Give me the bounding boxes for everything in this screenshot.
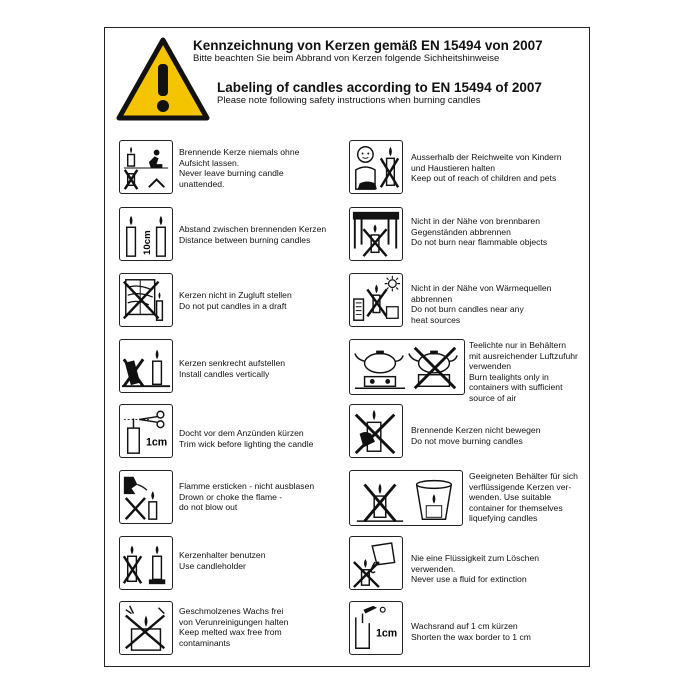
- instruction-text: Kerzenhalter benutzen Use candleholder: [179, 550, 266, 571]
- instruction-text: Docht vor dem Anzünden kürzen Trim wick before lighting the candle: [179, 428, 314, 449]
- flammable-objects-icon: [349, 207, 403, 261]
- heat-sources-icon: [349, 273, 403, 327]
- instruction-text: Wachsrand auf 1 cm kürzen Shorten the wax border to 1 cm: [411, 621, 531, 642]
- wax-border-icon: [349, 601, 403, 655]
- vertical-candles-icon: [119, 339, 173, 393]
- instruction-text: Teelichte nur in Behältern mit ausreichender Luftzufuhr verwenden Burn tealights only in containers with sufficient source of air: [469, 340, 578, 403]
- clean-wax-icon: [119, 601, 173, 655]
- instruction-text: Nie eine Flüssigkeit zum Löschen verwenden. Never use a fluid for extinction: [411, 553, 540, 585]
- instruction-text: Kerzen nicht in Zugluft stellen Do not put candles in a draft: [179, 290, 292, 311]
- instruction-text: Flamme ersticken - nicht ausblasen Drown or choke the flame - do not blow out: [179, 481, 315, 513]
- trim-wick-icon: [119, 404, 173, 458]
- children-pets-icon: [349, 140, 403, 194]
- suitable-container-icon: [349, 470, 463, 526]
- candleholder-icon: [119, 536, 173, 590]
- instruction-text: Nicht in der Nähe von Wärmequellen abbrennen Do not burn candles near any heat sources: [411, 283, 552, 325]
- distance-label: 10cm: [141, 230, 153, 255]
- instruction-text: Ausserhalb der Reichweite von Kindern und Haustieren halten Keep out of reach of children and pets: [411, 152, 562, 184]
- title-german: Kennzeichnung von Kerzen gemäß EN 15494 von 2007: [193, 38, 543, 53]
- do-not-blow-icon: [119, 470, 173, 524]
- draft-window-icon: [119, 273, 173, 327]
- instruction-text: Geeigneten Behälter für sich verflüssigende Kerzen ver- wenden. Use suitable container for themselves liquefying candles: [469, 471, 578, 524]
- unattended-candle-icon: [119, 140, 173, 194]
- instruction-text: Kerzen senkrecht aufstellen Install candles vertically: [179, 358, 286, 379]
- wick-length-label: 1cm: [146, 436, 168, 449]
- instruction-text: Abstand zwischen brennenden Kerzen Distance between burning candles: [179, 224, 327, 245]
- no-fluid-icon: [349, 536, 403, 590]
- tealight-container-icon: [349, 339, 465, 395]
- instruction-text: Brennende Kerze niemals ohne Aufsicht lassen. Never leave burning candle unattended.: [179, 147, 300, 189]
- instruction-text: Nicht in der Nähe von brennbaren Gegenständen abbrennen Do not burn near flammable objects: [411, 216, 548, 248]
- do-not-move-icon: [349, 404, 403, 458]
- instruction-text: Brennende Kerzen nicht bewegen Do not move burning candles: [411, 425, 541, 446]
- subtitle-german: Bitte beachten Sie beim Abbrand von Kerzen folgende Sichheitshinweise: [193, 53, 500, 64]
- safety-label-sheet: [104, 27, 590, 667]
- subtitle-english: Please note following safety instructions when burning candles: [217, 95, 481, 106]
- candle-distance-icon: [119, 207, 173, 261]
- instruction-text: Geschmolzenes Wachs frei von Verunreinigungen halten Keep melted wax free from contaminants: [179, 606, 289, 648]
- wax-border-label: 1cm: [376, 627, 398, 640]
- title-english: Labeling of candles according to EN 15494 of 2007: [217, 80, 542, 95]
